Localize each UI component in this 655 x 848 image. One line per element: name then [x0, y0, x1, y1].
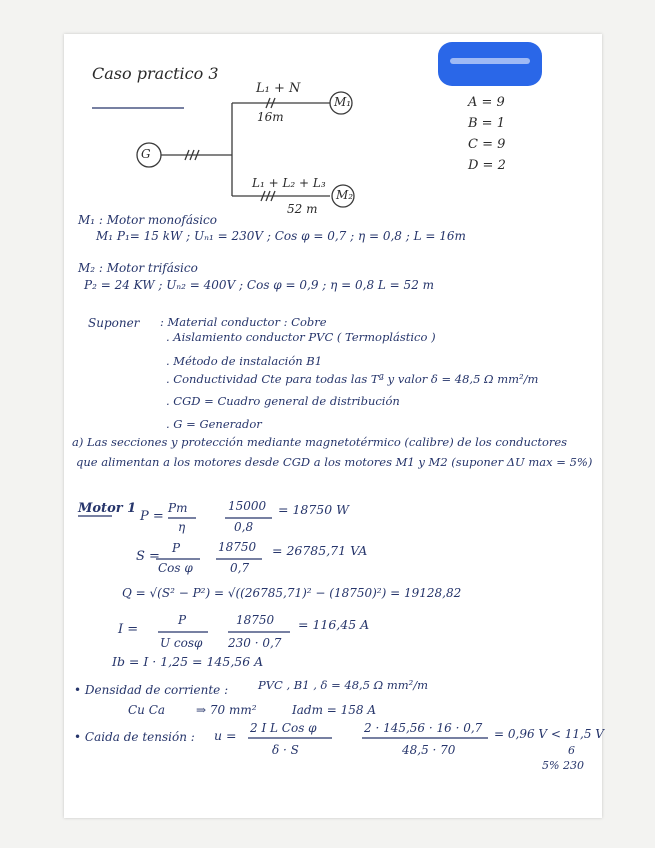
p-denominator: η [178, 520, 186, 534]
p-denominator-value: 0,8 [234, 520, 254, 534]
assumption-method: . Método de instalación B1 [166, 354, 323, 368]
answer-c: C = 9 [468, 137, 506, 152]
line2-length: 52 m [287, 202, 318, 216]
ib-equation: Ib = I · 1,25 = 145,56 A [112, 654, 264, 669]
motor1-heading: Motor 1 [78, 501, 137, 516]
assumption-cgd: . CGD = Cuadro general de distribución [166, 394, 400, 408]
motor2-label: M₂ [336, 188, 354, 202]
assumption-conductivity: . Conductividad Cte para todas las Tª y valor δ = 48,5 Ω mm²/m [166, 372, 539, 386]
page-title: Caso practico 3 [92, 64, 219, 83]
q-equation: Q = √(S² − P²) = √((26785,71)² − (18750)²) = 19128,82 [122, 586, 462, 600]
answer-d: D = 2 [468, 158, 506, 173]
density-value: PVC , B1 , δ = 48,5 Ω mm²/m [258, 678, 429, 692]
drop-denominator: δ · S [272, 743, 299, 757]
i-denominator-value: 230 · 0,7 [228, 636, 282, 650]
motor1-label: M₁ [334, 95, 352, 109]
motor2-data: P₂ = 24 KW ; Uₙ₂ = 400V ; Cos φ = 0,9 ; η = 0,8 L = 52 m [84, 278, 435, 292]
s-lhs: S = [136, 549, 160, 564]
question-line-1: a) Las secciones y protección mediante magnetotérmico (calibre) de los conductores [72, 435, 568, 449]
i-numerator-value: 18750 [236, 613, 275, 627]
i-result: = 116,45 A [298, 617, 370, 632]
drop-denominator-value: 48,5 · 70 [402, 743, 456, 757]
s-denominator: Cos φ [158, 561, 193, 575]
line1-length: 16m [257, 110, 284, 124]
s-numerator: P [172, 541, 181, 555]
assumption-material: : Material conductor : Cobre [160, 315, 327, 329]
line1-conductors: L₁ + N [256, 81, 301, 96]
p-lhs: P = [140, 509, 164, 524]
drop-note-1: 6 [568, 744, 575, 757]
line2-conductors: L₁ + L₂ + L₃ [252, 176, 326, 190]
drop-note-2: 5% 230 [542, 759, 584, 772]
motor1-name: M₁ : Motor monofásico [78, 213, 217, 227]
p-numerator: Pm [168, 501, 188, 515]
fraction-bars [78, 108, 488, 738]
i-lhs: I = [118, 622, 139, 637]
iadm-value: Iadm = 158 A [292, 703, 377, 717]
drop-result: = 0,96 V < 11,5 V [494, 727, 604, 741]
density-label: • Densidad de corriente : [74, 683, 229, 697]
p-result: = 18750 W [278, 502, 350, 517]
voltage-drop-label: • Caida de tensión : [74, 730, 195, 744]
suponer-label: Suponer [88, 316, 140, 330]
generator-label: G [141, 147, 151, 161]
motor2-name: M₂ : Motor trifásico [78, 261, 198, 275]
s-result: = 26785,71 VA [272, 543, 368, 558]
assumption-generator: . G = Generador [166, 417, 262, 431]
i-denominator: U cosφ [160, 636, 203, 650]
motor1-data: M₁ P₁= 15 kW ; Uₙ₁ = 230V ; Cos φ = 0,7 ; η = 0,8 ; L = 16m [96, 229, 466, 243]
cu-label: Cu Ca [128, 703, 166, 717]
s-denominator-value: 0,7 [230, 561, 250, 575]
cu-section: ⇒ 70 mm² [196, 703, 257, 717]
assumption-insulation: . Aislamiento conductor PVC ( Termoplástico ) [166, 330, 436, 344]
answer-b: B = 1 [468, 116, 505, 131]
s-numerator-value: 18750 [218, 540, 257, 554]
question-line-2: que alimentan a los motores desde CGD a los motores M1 y M2 (suponer ΔU max = 5%) [76, 455, 593, 469]
drop-lhs: u = [214, 728, 237, 743]
drop-numerator: 2 I L Cos φ [250, 721, 317, 735]
i-numerator: P [178, 613, 187, 627]
drop-numerator-value: 2 · 145,56 · 16 · 0,7 [364, 721, 483, 735]
p-numerator-value: 15000 [228, 499, 267, 513]
answer-a: A = 9 [468, 95, 505, 110]
